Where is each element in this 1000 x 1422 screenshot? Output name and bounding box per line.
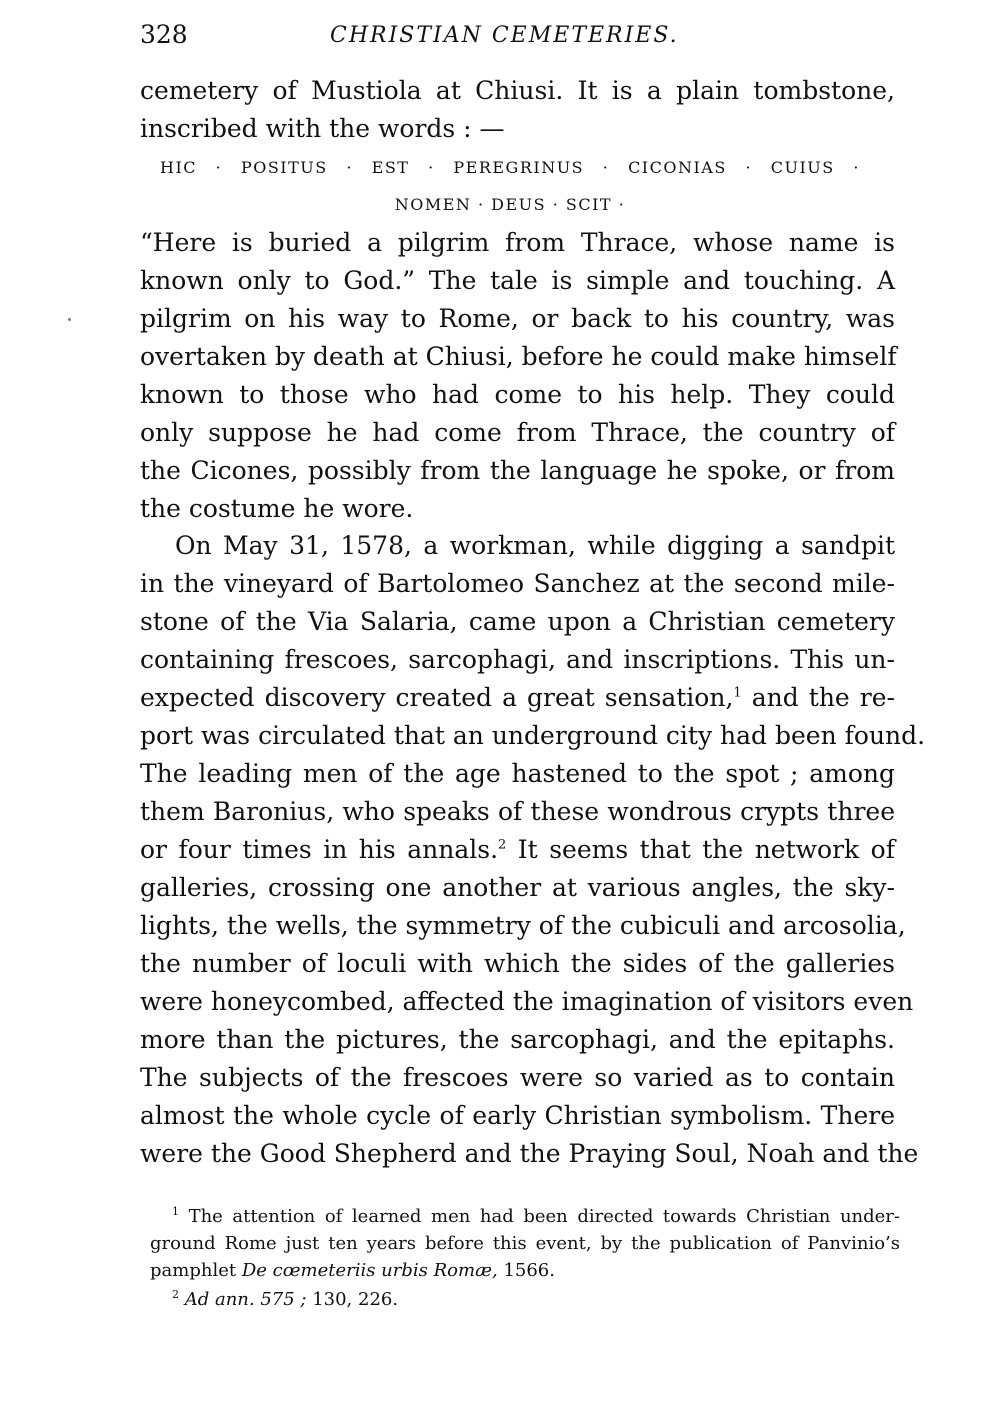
footnote-line [150,1258,900,1284]
margin-mark [68,318,71,321]
text-line [140,833,895,867]
text-line: cemetery of Mustiola at Chiusi. It is a plain tombstone, [140,76,895,105]
footnote-1 [150,1204,900,1230]
text-line: “Here is buried a pilgrim from Thrace, whose name is [140,228,895,257]
text-line: port was circulated that an underground city had been found. [140,721,926,750]
text-line: lights, the wells, the symmetry of the cubiculi and arcosolia, [140,911,906,940]
text-line: On May 31, 1578, a workman, while digging a sandpit [175,531,895,560]
footnote-text: The attention of learned men had been directed towards Christian under- [179,1206,900,1227]
text-line: the number of loculi with which the sides of the galleries [140,949,895,978]
page-number: 328 [140,20,188,49]
text-line: only suppose he had come from Thrace, the country of [140,418,895,447]
text-line: almost the whole cycle of early Christian symbolism. There [140,1101,895,1130]
text-line: inscribed with the words : — [140,114,505,143]
text-line: The leading men of the age hastened to the spot ; among [140,759,895,788]
inscription-line: HIC · POSITUS · EST · PEREGRINUS · CICONIAS · CUIUS · [160,158,860,177]
footnote-2 [150,1287,900,1313]
text-fragment: and the re- [741,683,895,712]
text-line: the costume he wore. [140,494,414,523]
running-title: CHRISTIAN CEMETERIES. [330,23,679,48]
page-header [140,20,900,60]
text-fragment: It seems that the network of [506,835,895,864]
text-line: pilgrim on his way to Rome, or back to his country, was [140,304,895,333]
text-line: in the vineyard of Bartolomeo Sanchez at the second mile- [140,569,895,598]
footnote-ref-1[interactable]: 1 [733,685,742,701]
footnote-ref-2[interactable]: 2 [498,837,507,853]
text-line: more than the pictures, the sarcophagi, and the epitaphs. [140,1025,895,1054]
footnote-line: ground Rome just ten years before this event, by the publication of Panvinio’s [150,1233,900,1254]
text-line: stone of the Via Salaria, came upon a Christian cemetery [140,607,895,636]
inscription-line: NOMEN · DEUS · SCIT · [394,195,626,214]
footnote-text: 130, 226. [306,1289,399,1310]
text-line: known only to God.” The tale is simple and touching. A [140,266,895,295]
text-line: were the Good Shepherd and the Praying Soul, Noah and the [140,1139,919,1168]
text-line: overtaken by death at Chiusi, before he could make himself [140,342,897,371]
text-line [140,681,895,715]
text-line: containing frescoes, sarcophagi, and inscriptions. This un- [140,645,895,674]
text-line: The subjects of the frescoes were so varied as to contain [140,1063,895,1092]
text-line: galleries, crossing one another at various angles, the sky- [140,873,895,902]
footnote-text: pamphlet [150,1260,242,1281]
text-line: the Cicones, possibly from the language he spoke, or from [140,456,895,485]
text-line: them Baronius, who speaks of these wondrous crypts three [140,797,895,826]
footnote-reference: Ad ann. 575 ; [179,1289,307,1310]
text-line: were honeycombed, affected the imagination of visitors even [140,987,914,1016]
text-fragment: or four times in his annals. [140,835,499,864]
text-line: known to those who had come to his help. They could [140,380,895,409]
text-fragment: expected discovery created a great sensation, [140,683,734,712]
footnote-marker: 1 [172,1205,179,1218]
footnote-text: 1566. [497,1260,555,1281]
footnote-title: De cœmeteriis urbis Romæ, [241,1260,498,1281]
footnote-marker: 2 [172,1288,179,1301]
